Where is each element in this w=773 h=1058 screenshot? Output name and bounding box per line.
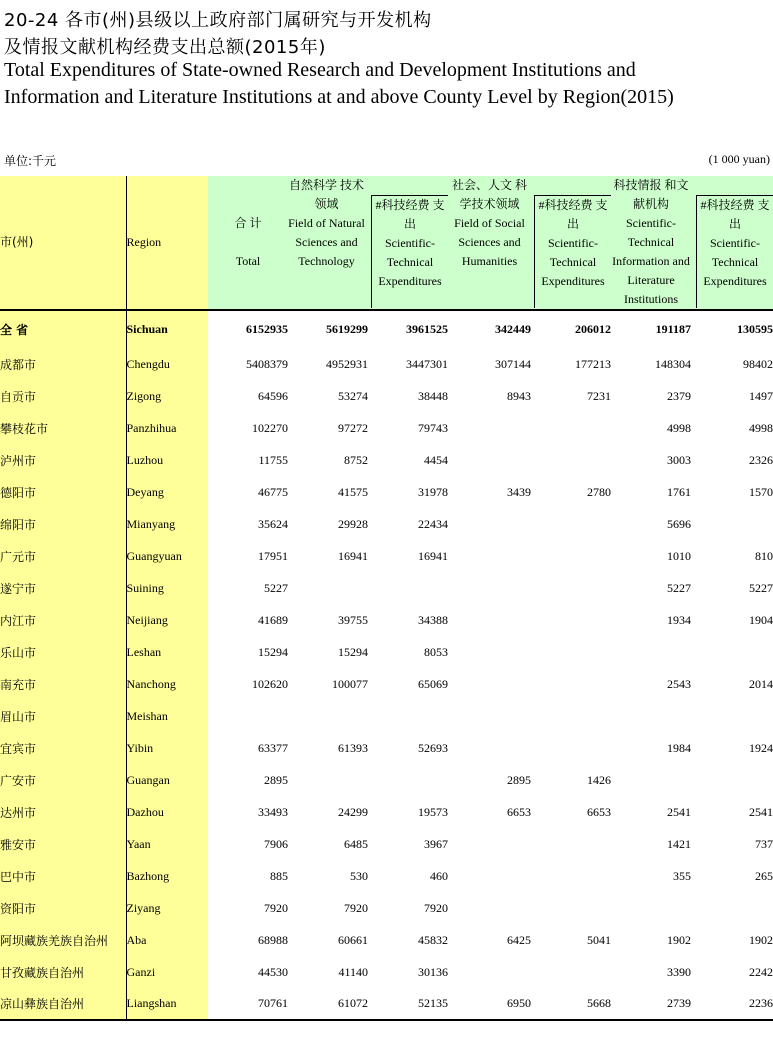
cell-social-sci: 5668	[531, 988, 611, 1020]
cell-social	[448, 732, 531, 764]
cell-city: 乐山市	[0, 636, 126, 668]
cell-info: 2739	[611, 988, 691, 1020]
cell-city: 巴中市	[0, 860, 126, 892]
cell-info-sci: 1570	[749, 484, 773, 499]
cell-info	[611, 892, 691, 924]
table-row	[0, 604, 773, 636]
cell-info: 1761	[667, 484, 691, 499]
cell-region: Neijiang	[126, 604, 208, 636]
cell-natural-sci: 52693	[418, 740, 448, 755]
cell-total: 33493	[258, 804, 288, 819]
cell-natural: 39755	[338, 612, 368, 627]
cell-natural-sci: 45832	[418, 932, 448, 947]
table-row	[0, 540, 773, 572]
cell-city: 自贡市	[0, 380, 126, 412]
cell-natural-sci: 22434	[418, 516, 448, 531]
cell-city: 凉山彝族自治州	[0, 988, 126, 1020]
cell-natural: 53274	[338, 388, 368, 403]
cell-info-sci: 2236	[691, 988, 773, 1020]
cell-city: 达州市	[0, 796, 126, 828]
cell-natural-sci: 30136	[418, 964, 448, 979]
cell-region: Ziyang	[126, 892, 208, 924]
cell-info: 3390	[667, 964, 691, 979]
cell-social	[448, 412, 531, 444]
unit-label-en: (1 000 yuan)	[708, 152, 770, 166]
cell-city: 甘孜藏族自治州	[0, 956, 126, 988]
cell-info: 2543	[667, 676, 691, 691]
cell-social	[448, 636, 531, 668]
cell-info-sci: 98402	[743, 356, 773, 371]
cell-total: 5408379	[246, 356, 288, 371]
cell-region: Nanchong	[126, 668, 208, 700]
cell-social-sci: 7231	[587, 388, 611, 403]
cell-total: 63377	[258, 740, 288, 755]
cell-info: 5227	[667, 580, 691, 595]
header-city: 市(州)	[0, 176, 126, 310]
cell-natural-sci: 460	[430, 868, 448, 883]
cell-natural	[288, 764, 368, 796]
table-row	[0, 860, 773, 892]
cell-social-sci: 1426	[587, 772, 611, 787]
header-natural-sci: #科技经费 支出 Scientific- Technical Expenditures	[371, 195, 448, 308]
header-total-cn: 合 计	[234, 216, 262, 230]
cell-info: 3003	[667, 452, 691, 467]
cell-social: 6425	[507, 932, 531, 947]
table-row-total	[0, 310, 773, 348]
cell-natural: 41575	[338, 484, 368, 499]
cell-total: 11755	[258, 452, 288, 467]
cell-natural: 530	[350, 868, 368, 883]
cell-natural: 24299	[338, 804, 368, 819]
header-natural-en: Field of Natural Sciences and Technology	[288, 216, 365, 268]
cell-natural: 6485	[344, 836, 368, 851]
cell-city: 广元市	[0, 540, 126, 572]
cell-natural-sci: 16941	[418, 548, 448, 563]
cell-info: 148304	[655, 356, 691, 371]
cell-total: 68988	[258, 932, 288, 947]
cell-info: 1010	[667, 548, 691, 563]
cell-social-sci: 2780	[587, 484, 611, 499]
cell-natural-sci	[368, 764, 448, 796]
cell-info-sci	[691, 700, 773, 732]
cell-social-sci	[531, 732, 611, 764]
cell-city: 广安市	[0, 764, 126, 796]
table-row	[0, 700, 773, 732]
cell-region: Zigong	[126, 380, 208, 412]
table-header-row	[0, 176, 773, 310]
cell-social: 307144	[495, 356, 531, 371]
cell-natural-sci: 79743	[418, 420, 448, 435]
table-row	[0, 348, 773, 380]
header-info-sci: #科技经费 支出 Scientific- Technical Expenditures	[696, 195, 773, 308]
cell-city: 全 省	[0, 310, 126, 348]
cell-natural: 61072	[288, 988, 368, 1020]
cell-info: 4998	[667, 420, 691, 435]
cell-region: Leshan	[126, 636, 208, 668]
cell-natural: 8752	[344, 452, 368, 467]
cell-social-sci	[531, 956, 611, 988]
cell-total: 35624	[258, 516, 288, 531]
cell-total: 44530	[258, 964, 288, 979]
cell-natural-sci: 65069	[418, 676, 448, 691]
cell-info-sci: 2014	[749, 676, 773, 691]
expenditure-table	[0, 176, 773, 1021]
cell-natural-sci: 38448	[418, 388, 448, 403]
cell-total: 64596	[258, 388, 288, 403]
cell-info-sci: 130595	[737, 322, 773, 336]
cell-city: 资阳市	[0, 892, 126, 924]
cell-social	[448, 892, 531, 924]
cell-social-sci	[531, 444, 611, 476]
header-total	[208, 176, 288, 310]
cell-info-sci: 810	[755, 548, 773, 563]
cell-total: 2895	[264, 772, 288, 787]
cell-city: 内江市	[0, 604, 126, 636]
header-social-group	[448, 176, 611, 310]
cell-natural-sci	[368, 700, 448, 732]
cell-total: 17951	[258, 548, 288, 563]
table-row	[0, 412, 773, 444]
cell-social: 3439	[507, 484, 531, 499]
cell-info-sci: 2242	[749, 964, 773, 979]
cell-natural-sci: 19573	[418, 804, 448, 819]
table-row	[0, 764, 773, 796]
cell-region: Deyang	[126, 476, 208, 508]
table-row	[0, 444, 773, 476]
cell-natural: 97272	[338, 420, 368, 435]
title-cn-line1: 20-24 各市(州)县级以上政府部门属研究与开发机构	[4, 10, 432, 31]
header-info-en: Scientific- Technical Information and Literature Institutions	[612, 216, 690, 306]
cell-city: 眉山市	[0, 700, 126, 732]
cell-social	[448, 828, 531, 860]
cell-region: Sichuan	[126, 310, 208, 348]
cell-region: Guangan	[126, 764, 208, 796]
cell-natural: 100077	[332, 676, 368, 691]
cell-region: Panzhihua	[126, 412, 208, 444]
cell-city: 宜宾市	[0, 732, 126, 764]
cell-social-sci	[531, 860, 611, 892]
cell-info	[611, 636, 691, 668]
cell-total: 6152935	[246, 322, 288, 336]
cell-social	[448, 572, 531, 604]
header-natural-group	[288, 176, 448, 310]
unit-label-cn: 单位:千元	[4, 154, 57, 168]
cell-city: 遂宁市	[0, 572, 126, 604]
title-cn-line2: 及情报文献机构经费支出总额(2015年)	[4, 37, 326, 58]
cell-social-sci	[531, 892, 611, 924]
cell-natural: 15294	[338, 644, 368, 659]
cell-social-sci	[531, 700, 611, 732]
table-row	[0, 636, 773, 668]
cell-region: Mianyang	[126, 508, 208, 540]
cell-social	[448, 860, 531, 892]
cell-region: Chengdu	[126, 348, 208, 380]
cell-info: 191187	[655, 322, 691, 336]
cell-city: 南充市	[0, 668, 126, 700]
cell-natural: 60661	[338, 932, 368, 947]
table-row	[0, 508, 773, 540]
cell-social-sci	[531, 604, 611, 636]
cell-info: 1984	[667, 740, 691, 755]
header-social-sci: #科技经费 支出 Scientific- Technical Expenditures	[534, 195, 611, 308]
cell-info-sci: 5227	[749, 580, 773, 595]
cell-info-sci: 1924	[749, 740, 773, 755]
cell-natural-sci: 3961525	[406, 322, 448, 336]
cell-total: 7906	[264, 836, 288, 851]
cell-social	[448, 444, 531, 476]
cell-social: 6950	[448, 988, 531, 1020]
cell-social: 8943	[507, 388, 531, 403]
cell-social: 342449	[495, 322, 531, 336]
cell-natural	[288, 572, 368, 604]
cell-natural-sci: 52135	[368, 988, 448, 1020]
cell-social	[448, 540, 531, 572]
cell-natural-sci: 34388	[418, 612, 448, 627]
cell-info-sci: 2541	[749, 804, 773, 819]
cell-social	[448, 508, 531, 540]
table-row	[0, 668, 773, 700]
cell-city: 绵阳市	[0, 508, 126, 540]
cell-total: 102270	[252, 420, 288, 435]
cell-region: Liangshan	[126, 988, 208, 1020]
cell-social: 2895	[507, 772, 531, 787]
cell-social	[448, 668, 531, 700]
cell-social-sci: 5041	[587, 932, 611, 947]
table-row	[0, 380, 773, 412]
cell-info	[611, 700, 691, 732]
cell-city: 成都市	[0, 348, 126, 380]
cell-social-sci	[531, 508, 611, 540]
cell-social	[448, 700, 531, 732]
cell-region: Aba	[126, 924, 208, 956]
title-en-line2: Information and Literature Institutions at and above County Level by Region(2015)	[4, 86, 674, 108]
cell-info: 1934	[667, 612, 691, 627]
cell-info-sci: 2326	[749, 452, 773, 467]
cell-info: 1421	[667, 836, 691, 851]
cell-region: Bazhong	[126, 860, 208, 892]
cell-info-sci: 4998	[749, 420, 773, 435]
cell-info-sci: 1904	[749, 612, 773, 627]
cell-info-sci: 737	[755, 836, 773, 851]
cell-social-sci	[531, 828, 611, 860]
cell-region: Yibin	[126, 732, 208, 764]
cell-region: Guangyuan	[126, 540, 208, 572]
cell-city: 德阳市	[0, 476, 126, 508]
cell-total: 46775	[258, 484, 288, 499]
cell-social-sci	[531, 540, 611, 572]
cell-info: 2379	[667, 388, 691, 403]
cell-natural: 61393	[338, 740, 368, 755]
cell-natural-sci	[368, 572, 448, 604]
cell-city: 攀枝花市	[0, 412, 126, 444]
cell-natural: 29928	[338, 516, 368, 531]
cell-natural: 4952931	[326, 356, 368, 371]
table-row	[0, 732, 773, 764]
cell-social	[448, 604, 531, 636]
cell-natural-sci: 7920	[424, 900, 448, 915]
cell-social-sci	[531, 668, 611, 700]
cell-social-sci	[531, 412, 611, 444]
cell-total	[208, 700, 288, 732]
cell-info	[611, 764, 691, 796]
title-en-line1: Total Expenditures of State-owned Research and Development Institutions and	[4, 59, 636, 81]
cell-social-sci	[531, 636, 611, 668]
cell-total: 70761	[208, 988, 288, 1020]
cell-info-sci	[691, 764, 773, 796]
header-info-cn: 科技情报 和文献机构	[613, 178, 689, 211]
cell-natural-sci: 4454	[424, 452, 448, 467]
table-row	[0, 796, 773, 828]
cell-total: 15294	[258, 644, 288, 659]
cell-natural-sci: 3967	[424, 836, 448, 851]
cell-city: 泸州市	[0, 444, 126, 476]
cell-info: 1902	[667, 932, 691, 947]
cell-natural	[288, 700, 368, 732]
cell-info: 5696	[667, 516, 691, 531]
cell-natural: 41140	[338, 964, 368, 979]
table-row	[0, 956, 773, 988]
table-row	[0, 828, 773, 860]
table-row	[0, 924, 773, 956]
cell-natural: 16941	[338, 548, 368, 563]
cell-region: Suining	[126, 572, 208, 604]
cell-social	[448, 956, 531, 988]
cell-total: 7920	[264, 900, 288, 915]
header-region: Region	[126, 176, 208, 310]
cell-natural-sci: 8053	[424, 644, 448, 659]
header-total-en: Total	[235, 254, 261, 268]
cell-total: 885	[270, 868, 288, 883]
cell-info-sci	[691, 636, 773, 668]
cell-total: 41689	[258, 612, 288, 627]
cell-region: Yaan	[126, 828, 208, 860]
cell-info-sci: 1497	[749, 388, 773, 403]
cell-natural: 5619299	[326, 322, 368, 336]
header-social-en: Field of Social Sciences and Humanities	[454, 216, 525, 268]
cell-region: Luzhou	[126, 444, 208, 476]
cell-info-sci: 265	[755, 868, 773, 883]
table-row	[0, 988, 773, 1020]
cell-social-sci: 177213	[575, 356, 611, 371]
table-row	[0, 892, 773, 924]
cell-total: 102620	[252, 676, 288, 691]
cell-total: 5227	[264, 580, 288, 595]
cell-info-sci	[691, 508, 773, 540]
header-info-group	[611, 176, 773, 310]
table-row	[0, 476, 773, 508]
cell-info-sci: 1902	[749, 932, 773, 947]
cell-city: 雅安市	[0, 828, 126, 860]
cell-social: 6653	[507, 804, 531, 819]
table-row	[0, 572, 773, 604]
cell-info: 355	[673, 868, 691, 883]
cell-region: Meishan	[126, 700, 208, 732]
header-social-cn: 社会、人文 科学技术领域	[451, 178, 527, 211]
cell-region: Ganzi	[126, 956, 208, 988]
cell-social-sci: 6653	[587, 804, 611, 819]
cell-info-sci	[691, 892, 773, 924]
cell-city: 阿坝藏族羌族自治州	[0, 924, 126, 956]
cell-natural-sci: 31978	[418, 484, 448, 499]
cell-region: Dazhou	[126, 796, 208, 828]
cell-info: 2541	[667, 804, 691, 819]
cell-social-sci: 206012	[575, 322, 611, 336]
cell-natural: 7920	[344, 900, 368, 915]
cell-natural-sci: 3447301	[406, 356, 448, 371]
header-natural-cn: 自然科学 技术领域	[288, 178, 364, 211]
cell-social-sci	[531, 572, 611, 604]
